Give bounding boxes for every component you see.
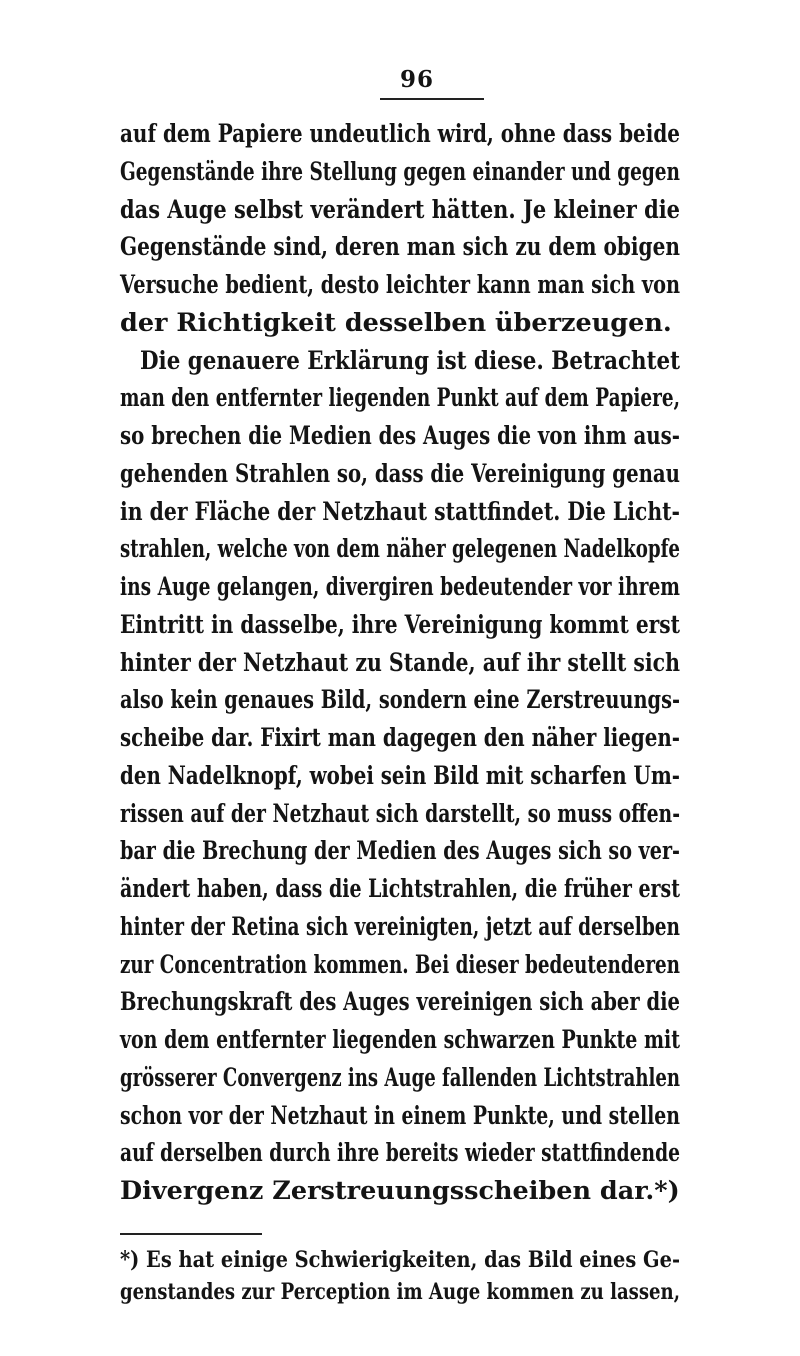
body-line: Die genauere Erklärung ist diese. Betrachtet: [140, 345, 680, 376]
body-line: ins Auge gelangen, divergiren bedeutender vor ihrem: [120, 572, 680, 602]
body-line: bar die Brechung der Medien des Auges sich so ver-: [120, 836, 680, 867]
footnote-rule: [120, 1233, 262, 1235]
body-line: in der Fläche der Netzhaut stattfindet. Die Licht-: [120, 496, 680, 527]
body-line: grösserer Convergenz ins Auge fallenden Lichtstrahlen: [120, 1062, 680, 1093]
body-line: hinter der Retina sich vereinigten, jetzt auf derselben: [120, 911, 680, 942]
footnote-line: genstandes zur Perception im Auge kommen zu lassen,: [120, 1279, 680, 1305]
body-line: der Richtigkeit desselben überzeugen.: [120, 307, 672, 338]
body-line: rissen auf der Netzhaut sich darstellt, so muss offen-: [120, 798, 680, 829]
body-line: zur Concentration kommen. Bei dieser bedeutenderen: [120, 949, 680, 980]
body-line: Eintritt in dasselbe, ihre Vereinigung kommt erst: [120, 609, 680, 640]
body-line: strahlen, welche von dem näher gelegenen Nadelkopfe: [120, 534, 680, 565]
body-line: hinter der Netzhaut zu Stande, auf ihr stellt sich: [120, 647, 680, 678]
body-line: scheibe dar. Fixirt man dagegen den näher liegen-: [120, 723, 680, 753]
body-line: auf dem Papiere undeutlich wird, ohne dass beide: [120, 119, 680, 149]
body-line: ändert haben, dass die Lichtstrahlen, die früher erst: [120, 874, 680, 904]
body-line: Gegenstände sind, deren man sich zu dem obigen: [120, 232, 680, 263]
body-line: gehenden Strahlen so, dass die Vereinigung genau: [120, 458, 680, 489]
body-line: Brechungskraft des Auges vereinigen sich aber die: [120, 987, 680, 1018]
body-line: Versuche bedient, desto leichter kann man sich von: [120, 270, 680, 300]
body-line: auf derselben durch ihre bereits wieder stattfindende: [120, 1138, 680, 1169]
body-line: so brechen die Medien des Auges die von ihm aus-: [120, 421, 680, 451]
body-line: Divergenz Zerstreuungsscheiben dar.*): [120, 1176, 680, 1206]
header-rule: [380, 98, 484, 100]
page-number: 96: [400, 66, 435, 93]
body-line: also kein genaues Bild, sondern eine Zerstreuungs-: [120, 685, 680, 716]
body-line: Gegenstände ihre Stellung gegen einander und gegen: [120, 156, 680, 187]
body-line: schon vor der Netzhaut in einem Punkte, und stellen: [120, 1100, 680, 1131]
body-line: den Nadelknopf, wobei sein Bild mit scharfen Um-: [120, 760, 680, 791]
body-line: von dem entfernter liegenden schwarzen Punkte mit: [120, 1025, 680, 1055]
body-line: das Auge selbst verändert hätten. Je kleiner die: [120, 194, 680, 225]
body-line: man den entfernter liegenden Punkt auf dem Papiere,: [120, 383, 680, 414]
footnote-line: *) Es hat einige Schwierigkeiten, das Bild eines Ge-: [120, 1247, 680, 1273]
